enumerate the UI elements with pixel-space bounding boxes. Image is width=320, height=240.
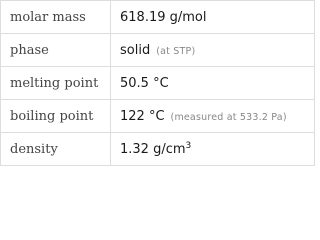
property-value-boiling-point: 122 °C	[120, 108, 165, 124]
property-value-cell	[111, 133, 315, 166]
property-label-phase: phase	[1, 34, 111, 67]
property-value-phase: solid	[120, 42, 151, 58]
property-note-boiling-point: (measured at 533.2 Pa)	[170, 111, 287, 123]
property-note-phase: (at STP)	[156, 45, 196, 57]
table-row	[1, 1, 315, 34]
table-row	[1, 133, 315, 166]
property-label-melting-point: melting point	[1, 67, 111, 100]
table-row	[1, 34, 315, 67]
property-value-density-exponent: 3	[185, 140, 192, 151]
table-row	[1, 67, 315, 100]
table-row	[1, 100, 315, 133]
property-label-boiling-point: boiling point	[1, 100, 111, 133]
property-value-melting-point: 50.5 °C	[120, 75, 169, 91]
property-value-molar-mass: 618.19 g/mol	[120, 9, 207, 25]
property-value-cell	[111, 34, 315, 67]
property-value-cell	[111, 100, 315, 133]
property-value-cell	[111, 1, 315, 34]
property-label-density: density	[1, 133, 111, 166]
property-value-density: 1.32 g/cm	[120, 141, 186, 157]
property-label-molar-mass: molar mass	[1, 1, 111, 34]
property-value-cell	[111, 67, 315, 100]
